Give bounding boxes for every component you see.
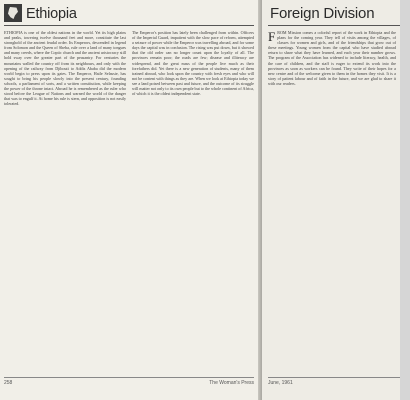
page-footer — [4, 380, 254, 389]
footer-rule-right — [268, 377, 400, 378]
title-rule-right — [268, 25, 400, 26]
section-title-foreign-division: Foreign Division — [270, 5, 375, 22]
article-column-right — [268, 30, 396, 370]
page-number: 258 — [4, 380, 13, 386]
africa-map-icon — [4, 4, 22, 22]
title-rule — [4, 25, 254, 26]
section-title-ethiopia: Ethiopia — [26, 6, 77, 22]
article-column-2: The Emperor's position has lately been challenged from within. Officers of the Imperial Guard, impatient with the slow pace of reform, attempted a seizure of power while the Emperor was travelling abroad, and for some days the capital was in confusion. The rising was put down, but it showed that the old order can no longer count upon the loyalty of all. The provinces remain poor; the roads are few; disease and illiteracy are widespread, and the great mass of the people live much as their forefathers did. Yet there is a new generation of students, many of them trained abroad, who look upon the country with fresh eyes and who will not be content with things as they are. When we look at Ethiopia today we see a land poised between past and future, and the outcome of its struggle will matter not only to its own people but to the whole continent of Africa, of which it is the oldest independent state. — [132, 30, 256, 97]
article-column-1: ETHIOPIA is one of the oldest nations in the world. Yet its high plains and peaks, towering twelve thousand feet and more, constitute the last stronghold of the ancient feudal order. Its Emperors, descended in legend from Solomon and the Queen of Sheba, rule over a land of many tongues and many creeds, where the Coptic church and the ancient aristocracy still hold sway over the greater part of the peasantry. For centuries the mountains walled the country off from its neighbours, and only with the opening of the railway from Djibouti to Addis Ababa did the modern world begin to press upon its gates. The Emperor, Haile Selassie, has sought to bring his people slowly into the present century, founding schools, a parliament of sorts, and a written constitution, while keeping the power of the throne intact. Abroad he is remembered as the ruler who stood before the League of Nations and warned the world of the danger that was to engulf it. At home his rule is stern, and opposition is not easily tolerated. — [4, 30, 128, 107]
article-text-right: ROM Mission comes a colorful report of the work in Ethiopia and the plans for the coming year. They tell of visits among the villages, of classes for women and girls, and of the friendships that grow out of these meetings. Young women from the capital who have studied abroad return to share what they have learned, and each year their number grows. The program of the Association has widened to include literacy, health, and the care of children, and the staff is eager to extend its work into the provinces as soon as workers can be found. They write of their hopes for a new centre and of the welcome given to them in the homes they visit. It is a story of patient labour and of faith in the future, and we are glad to share it with our readers. — [268, 30, 398, 86]
publication-name: The Woman's Press — [209, 380, 254, 386]
footer-rule — [4, 377, 254, 378]
article-columns — [4, 30, 254, 370]
drop-cap: F — [268, 29, 276, 44]
issue-date: June, 1961 — [268, 380, 293, 386]
right-page — [262, 0, 400, 400]
